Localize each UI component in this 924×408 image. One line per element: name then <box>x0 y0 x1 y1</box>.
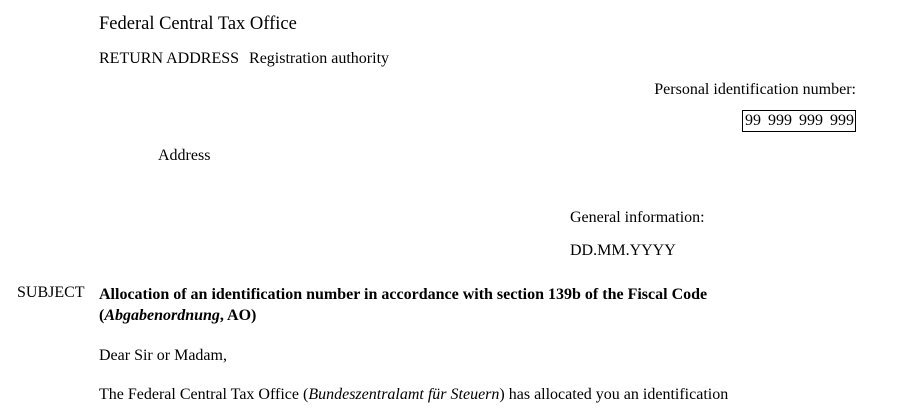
body-paragraph <box>99 386 728 404</box>
subject-line-1: Allocation of an identification number in accordance with section 139b of the Fiscal Code <box>99 286 708 303</box>
subject-line-2 <box>99 305 707 326</box>
address-placeholder: Address <box>158 147 211 164</box>
return-address-row <box>99 50 389 68</box>
body-italic-term: Bundeszentralamt für Steuern <box>308 386 500 403</box>
general-info-label: General information: <box>570 209 705 226</box>
subject-italic-term: Abgabenordnung <box>104 307 220 324</box>
pid-label: Personal identification number: <box>654 81 856 98</box>
return-address-label: RETURN ADDRESS <box>99 50 240 67</box>
sender-office: Federal Central Tax Office <box>99 14 297 34</box>
body-start: The Federal Central Tax Office ( <box>99 386 309 403</box>
body-end: ) has allocated you an identification <box>499 386 729 403</box>
salutation: Dear Sir or Madam, <box>99 347 227 364</box>
subject-label: SUBJECT <box>17 284 85 301</box>
subject-paren-open: ( <box>99 307 105 324</box>
return-address-value: Registration authority <box>249 50 390 67</box>
subject-line-2-rest: , AO) <box>219 307 257 324</box>
pid-value-box: 99 999 999 999 <box>742 110 856 132</box>
subject-text <box>99 284 707 326</box>
date-placeholder: DD.MM.YYYY <box>570 242 676 259</box>
